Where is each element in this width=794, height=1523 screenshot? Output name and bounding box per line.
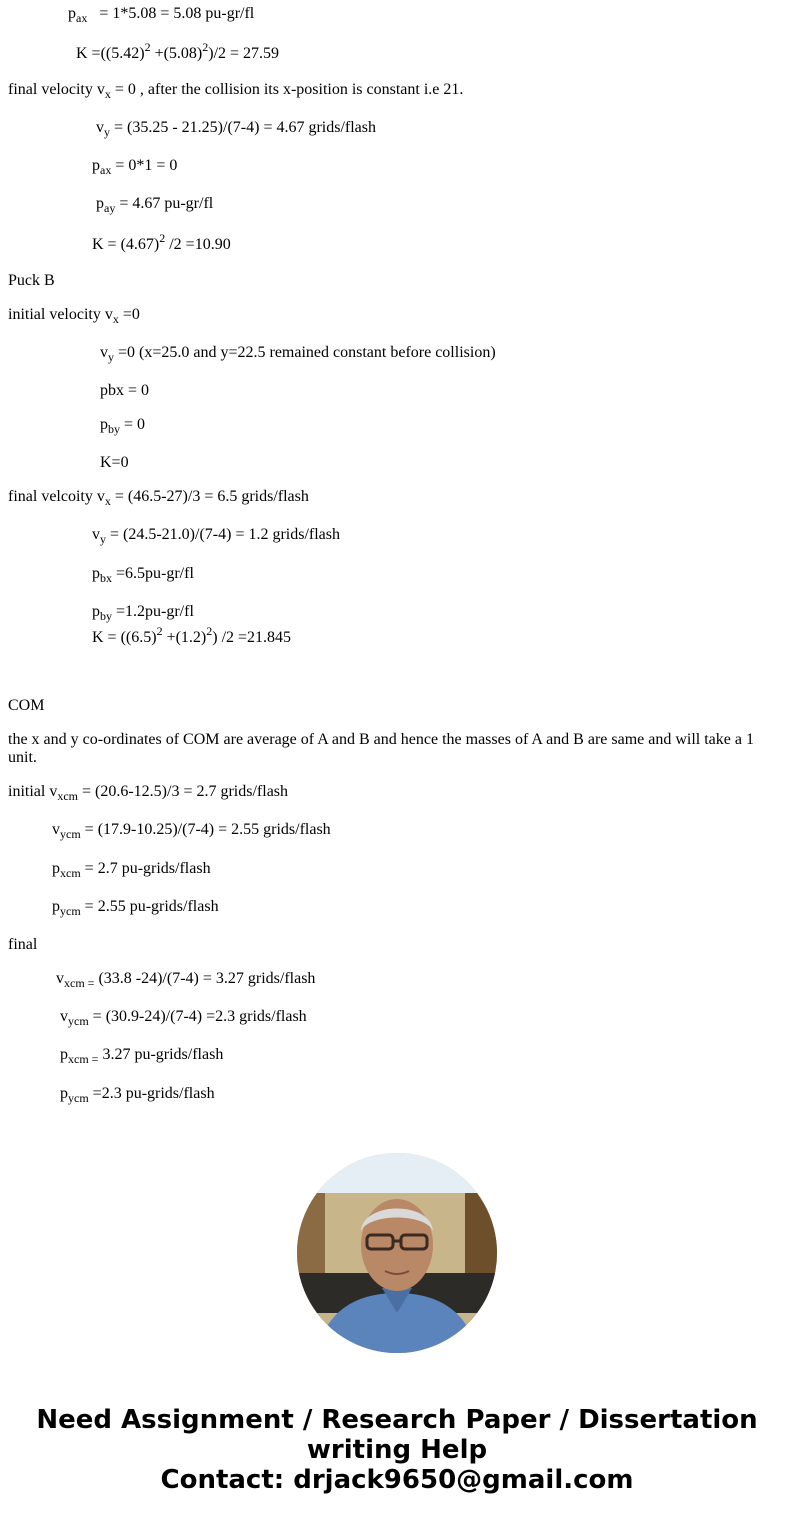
eq-kb-final: $K = ((6.5)^2 +(1.2)^2)$ /2 =21.845: [92, 624, 292, 646]
heading-com: COM: [8, 697, 45, 714]
eq-pay: $p_{ay} = 4.67$ pu-gr/fl: [96, 195, 214, 215]
eq-com-final-py: $p_{ycm} =2.3$ pu-grids/flash: [60, 1085, 215, 1105]
eq-final-vx-a: final velocity $v_x = 0$ , after the collision its x-position is constant i.e 21.: [8, 81, 464, 101]
eq-kb: K=0: [100, 454, 129, 471]
promo-contact: Contact: drjack9650@gmail.com: [160, 1465, 634, 1495]
heading-puck-b: Puck B: [8, 272, 55, 289]
eq-com-final-vx: $v_{xcm =}$ (33.8 -24)/(7-4) = 3.27 grids/flash: [56, 970, 316, 990]
eq-final-vx-b: final velcoity $v_x = (46.5-27)/3 = 6.5$ grids/flash: [8, 488, 309, 508]
promo-line-2: writing Help: [306, 1435, 488, 1465]
eq-com-init-py: $p_{ycm} = 2.55$ pu-grids/flash: [52, 898, 219, 918]
eq-final-vy-b: $v_y = (24.5-21.0)/(7-4) = 1.2$ grids/flash: [92, 526, 341, 546]
eq-ka: $K =((5.42)^2 +(5.08)^2)/2 = 27.59$: [76, 40, 280, 62]
eq-com-final-px: $p_{xcm =}$ 3.27 pu-grids/flash: [60, 1046, 224, 1066]
com-intro: the x and y co-ordinates of COM are average of A and B and hence the masses of A and B are same and will take a 1 unit.: [8, 731, 754, 766]
eq-ka2: $K = (4.67)^2$ /2 =10.90: [92, 231, 231, 253]
eq-com-init-vx: initial $v_{xcm} = (20.6-12.5)/3 = 2.7$ grids/flash: [8, 783, 289, 803]
heading-final: final: [8, 936, 38, 953]
eq-com-init-vy: $v_{ycm} = (17.9-10.25)/(7-4) = 2.55$ grids/flash: [52, 821, 331, 841]
eq-com-init-px: $p_{xcm} = 2.7$ pu-grids/flash: [52, 860, 211, 880]
eq-pax2: $p_{ax} = 0*1 = 0$: [92, 157, 178, 177]
eq-vy-a: $v_y = (35.25 - 21.25)/(7-4) = 4.67$ grids/flash: [96, 119, 377, 139]
eq-pax: $p_{ax}$ = 1*5.08 = 5.08 pu-gr/fl: [68, 5, 255, 25]
eq-vy-b: $v_y =0$ (x=25.0 and y=22.5 remained constant before collision): [100, 344, 496, 364]
eq-pby: $p_{by} = 0$: [100, 416, 146, 436]
eq-final-pby: $p_{by} =1.2pu-gr/fl$: [92, 603, 194, 623]
eq-final-pbx: $p_{bx} =6.5pu-gr/fl$: [92, 565, 194, 585]
portrait-illustration: [297, 1153, 497, 1353]
eq-pbx: pbx = 0: [100, 382, 150, 399]
avatar: [297, 1153, 497, 1353]
eq-init-vx-b: initial velocity $v_x =0$: [8, 306, 140, 326]
promo-line-1: Need Assignment / Research Paper / Dissertation: [36, 1405, 758, 1435]
eq-com-final-vy: $v_{ycm} = (30.9-24)/(7-4) =2.3$ grids/flash: [60, 1008, 307, 1028]
